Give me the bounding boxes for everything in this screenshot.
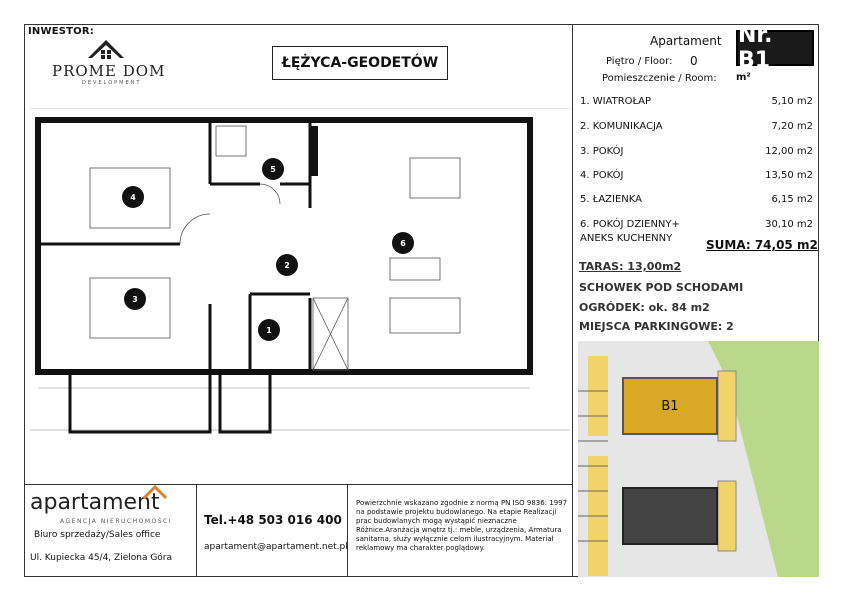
phone-number[interactable]: Tel.+48 503 016 400 [204, 513, 342, 527]
divider [196, 484, 197, 577]
room-badge: 6 [392, 232, 414, 254]
project-name: ŁĘŻYCA-GEODETÓW [272, 46, 448, 80]
room-badge: 1 [258, 319, 280, 341]
investor-logo-sub: DEVELOPMENT [82, 80, 142, 86]
room-badge: 4 [122, 186, 144, 208]
office-address: Ul. Kupiecka 45/4, Zielona Góra [30, 553, 173, 563]
room-name: 3. POKÓJ [580, 146, 624, 157]
room-row [580, 170, 813, 181]
room-badge: 2 [276, 254, 298, 276]
room-name: ANEKS KUCHENNY [580, 233, 673, 244]
room-area: 13,50 m2 [765, 170, 813, 181]
room-row [580, 96, 813, 107]
room-area: 12,00 m2 [765, 146, 813, 157]
room-name: 2. KOMUNIKACJA [580, 121, 663, 132]
agency-logo: apartament [30, 490, 160, 515]
disclaimer: Powierzchnie wskazano zgodnie z normą PN ISO 9836: 1997 na podstawie projektu budowlanego. Na etapie Realizacji prac budowlanych mogą wystąpić nieznaczne Różnice.Aranżacja wnętrz tj.: meble, urządzenia, Armatura sanitarna, służy wyłącznie celom ilustracyjnym. Materiał reklamowy ma charakter poglądowy. [356, 499, 568, 552]
room-area: 7,20 m2 [771, 121, 813, 132]
email-link[interactable]: apartament@apartament.net.pl [204, 542, 348, 552]
sales-office: Biuro sprzedaży/Sales office [34, 530, 161, 540]
terrace-area: TARAS: 13,00m2 [579, 260, 682, 273]
room-unit: m² [736, 72, 751, 83]
divider [347, 484, 348, 577]
floor-label: Piętro / Floor: [606, 56, 673, 67]
apartment-title: Apartament [650, 34, 722, 48]
room-row [580, 121, 813, 132]
unit-neighbor [622, 487, 718, 545]
room-name: 1. WIATROŁAP [580, 96, 652, 107]
room-badge: 5 [262, 158, 284, 180]
room-name: 6. POKÓJ DZIENNY+ [580, 219, 680, 230]
unit-label: B1 [661, 398, 679, 414]
room-row [580, 194, 813, 205]
room-area: 30,10 m2 [765, 219, 813, 230]
apartment-number: Nr. B1 [736, 30, 814, 66]
room-area: 6,15 m2 [771, 194, 813, 205]
unit-b1 [622, 377, 718, 435]
investor-label: INWESTOR: [28, 26, 94, 37]
investor-logo: PROME DOM [52, 62, 166, 80]
garden-area: OGRÓDEK: ok. 84 m2 [579, 301, 710, 314]
room-label: Pomieszczenie / Room: [602, 73, 717, 84]
storage-note: SCHOWEK POD SCHODAMI [579, 281, 744, 294]
floor-plan [30, 108, 570, 438]
divider [24, 484, 572, 485]
room-name: 4. POKÓJ [580, 170, 624, 181]
room-badge: 3 [124, 288, 146, 310]
house-logo-icon [86, 36, 126, 62]
area-sum: SUMA: 74,05 m2 [706, 238, 818, 252]
room-name: 5. ŁAZIENKA [580, 194, 643, 205]
room-row [580, 146, 813, 157]
room-area: 5,10 m2 [771, 96, 813, 107]
roof-logo-icon [142, 484, 168, 500]
divider [572, 24, 573, 577]
agency-sub: AGENCJA NIERUCHOMOŚCI [60, 518, 172, 525]
room-row [580, 219, 813, 230]
parking-count: MIEJSCA PARKINGOWE: 2 [579, 320, 734, 333]
floor-value: 0 [690, 54, 698, 68]
